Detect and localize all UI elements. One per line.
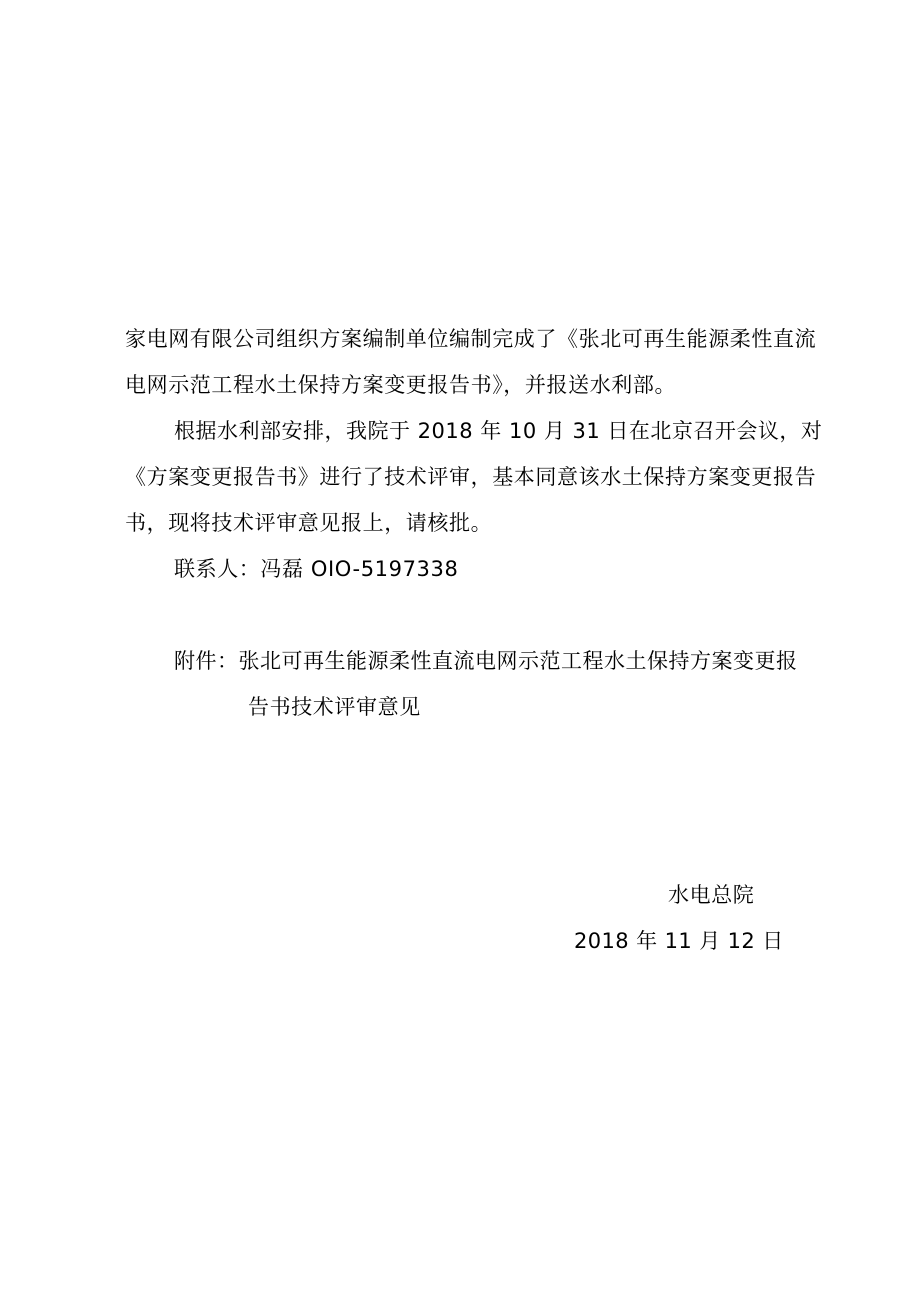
paragraph-1-line-1: 家电网有限公司组织方案编制单位编制完成了《张北可再生能源柔性直流 bbox=[125, 327, 817, 351]
paragraph-2-line-1: 根据水利部安排，我院于 2018 年 10 月 31 日在北京召开会议，对 bbox=[174, 419, 823, 443]
contact-line: 联系人：冯磊 OIO-5197338 bbox=[174, 557, 459, 581]
paragraph-2-line-2: 《方案变更报告书》进行了技术评审，基本同意该水土保持方案变更报告 bbox=[125, 465, 817, 489]
attachment-line-2: 告书技术评审意见 bbox=[248, 695, 421, 719]
paragraph-2-line-3: 书，现将技术评审意见报上，请核批。 bbox=[125, 511, 493, 535]
paragraph-1-line-2: 电网示范工程水土保持方案变更报告书》，并报送水利部。 bbox=[125, 373, 677, 397]
signature-organization: 水电总院 bbox=[668, 883, 755, 907]
signature-date: 2018 年 11 月 12 日 bbox=[574, 929, 784, 953]
attachment-line-1: 附件：张北可再生能源柔性直流电网示范工程水土保持方案变更报 bbox=[174, 649, 798, 673]
